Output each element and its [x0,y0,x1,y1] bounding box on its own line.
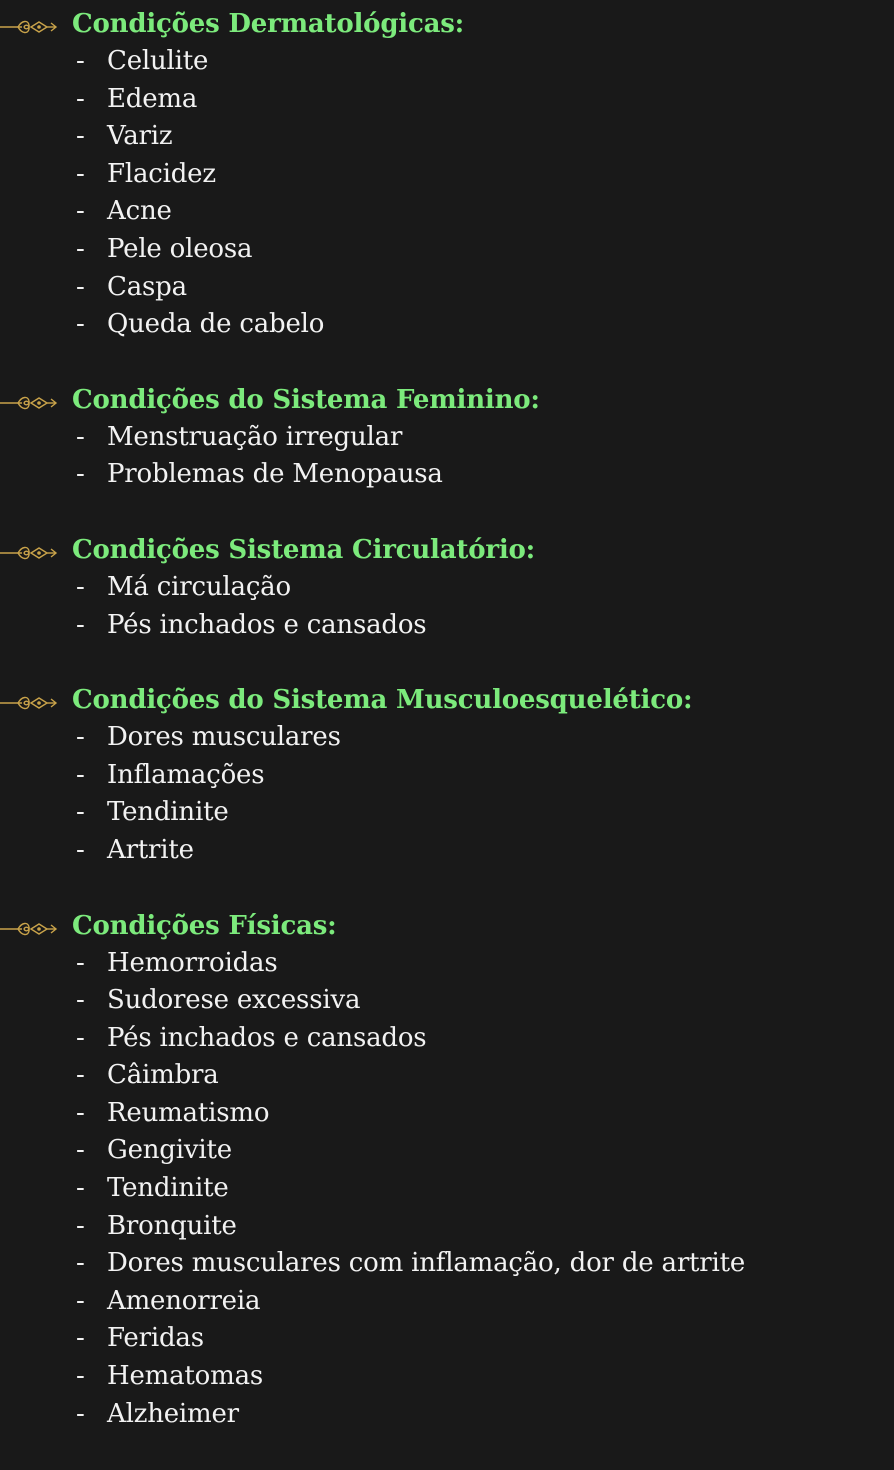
list-item-label: Acne [107,196,172,227]
bullet-dash: - [76,1060,85,1091]
bullet-dash: - [76,271,85,302]
section-title: Condições do Sistema Musculoesquelético: [72,685,693,716]
list-item [0,794,894,832]
condition-list [0,719,894,869]
flourish-arrow-icon [0,540,58,562]
list-item [0,1095,894,1133]
list-item-label: Pele oleosa [107,233,253,264]
list-item-label: Menstruação irregular [107,421,403,452]
list-item-label: Problemas de Menopausa [107,459,443,490]
list-item-label: Câimbra [107,1060,219,1091]
bullet-dash: - [76,722,85,753]
bullet-dash: - [76,1323,85,1354]
list-item-label: Celulite [107,46,209,76]
list-item-label: Pés inchados e cansados [107,609,427,640]
condition-section [0,907,894,1434]
bullet-dash: - [76,797,85,828]
list-item [0,719,894,757]
condition-section [0,681,894,869]
section-title: Condições Sistema Circulatório: [72,534,536,565]
condition-section [0,531,894,644]
list-item [0,1283,894,1321]
list-item [0,456,894,494]
bullet-dash: - [76,985,85,1016]
list-item [0,1208,894,1246]
section-heading [0,531,894,569]
condition-list [0,569,894,644]
conditions-document [0,5,894,1470]
flourish-arrow-icon [0,690,58,712]
list-item [0,1057,894,1095]
section-title: Condições do Sistema Feminino: [72,384,540,415]
list-item-label: Amenorreia [107,1285,261,1316]
list-item [0,81,894,119]
list-item-label: Bronquite [107,1210,237,1241]
bullet-dash: - [76,947,85,978]
list-item-label: Hemorroidas [107,947,278,978]
list-item-label: Flacidez [107,158,216,189]
list-item [0,156,894,194]
list-item-label: Hematomas [107,1361,264,1392]
list-item-label: Tendinite [107,1173,229,1204]
list-item-label: Queda de cabelo [107,309,325,340]
condition-list [0,419,894,494]
bullet-dash: - [76,1285,85,1316]
bullet-dash: - [76,1210,85,1241]
list-item-label: Caspa [107,271,187,302]
bullet-dash: - [76,309,85,340]
list-item [0,193,894,231]
list-item [0,1320,894,1358]
bullet-dash: - [76,1173,85,1204]
bullet-dash: - [76,233,85,264]
list-item [0,945,894,983]
bullet-dash: - [76,571,85,602]
bullet-dash: - [76,46,85,76]
bullet-dash: - [76,421,85,452]
list-item-label: Dores musculares [107,722,341,753]
bullet-dash: - [76,196,85,227]
condition-section [0,5,894,344]
flourish-arrow-icon [0,14,58,36]
flourish-arrow-icon [0,916,58,938]
section-heading [0,5,894,43]
list-item [0,757,894,795]
list-item-label: Variz [107,121,173,152]
bullet-dash: - [76,1097,85,1128]
bullet-dash: - [76,1135,85,1166]
list-item-label: Edema [107,83,198,114]
list-item-label: Inflamações [107,759,265,790]
list-item [0,1396,894,1434]
bullet-dash: - [76,1361,85,1392]
list-item-label: Artrite [107,834,194,865]
section-heading [0,681,894,719]
list-item-label: Reumatismo [107,1097,270,1128]
bullet-dash: - [76,121,85,152]
section-title: Condições Dermatológicas: [72,9,465,39]
bullet-dash: - [76,1398,85,1429]
section-heading [0,907,894,945]
list-item [0,419,894,457]
bullet-dash: - [76,1248,85,1279]
list-item-label: Pés inchados e cansados [107,1022,427,1053]
list-item [0,269,894,307]
list-item-label: Feridas [107,1323,204,1354]
list-item-label: Alzheimer [107,1398,239,1429]
list-item-label: Tendinite [107,797,229,828]
bullet-dash: - [76,459,85,490]
bullet-dash: - [76,158,85,189]
list-item [0,1358,894,1396]
bullet-dash: - [76,834,85,865]
list-item [0,982,894,1020]
list-item [0,607,894,645]
condition-section [0,381,894,494]
condition-list [0,945,894,1434]
list-item-label: Má circulação [107,571,291,602]
section-title: Condições Físicas: [72,910,337,941]
list-item-label: Gengivite [107,1135,232,1166]
list-item [0,43,894,81]
bullet-dash: - [76,609,85,640]
list-item [0,1170,894,1208]
list-item [0,118,894,156]
bullet-dash: - [76,83,85,114]
list-item [0,306,894,344]
list-item [0,231,894,269]
section-heading [0,381,894,419]
condition-list [0,43,894,344]
bullet-dash: - [76,1022,85,1053]
list-item [0,1020,894,1058]
bullet-dash: - [76,759,85,790]
list-item-label: Sudorese excessiva [107,985,361,1016]
list-item [0,1245,894,1283]
list-item [0,1132,894,1170]
list-item [0,832,894,870]
flourish-arrow-icon [0,390,58,412]
list-item-label: Dores musculares com inflamação, dor de artrite [107,1248,746,1279]
list-item [0,569,894,607]
